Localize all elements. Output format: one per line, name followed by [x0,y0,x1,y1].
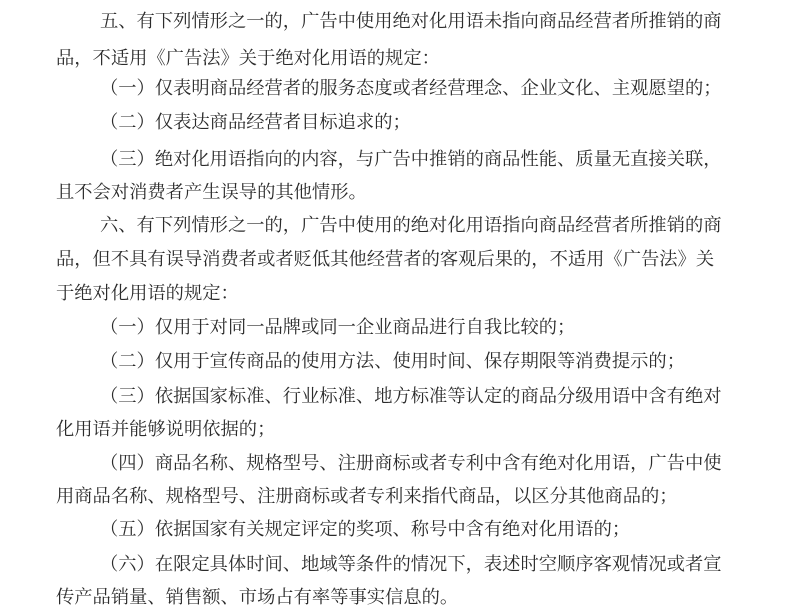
text-line: 用商品名称、规格型号、注册商标或者专利来指代商品，以区分其他商品的； [56,486,678,507]
text-line: （二）仅表达商品经营者目标追求的； [100,112,411,133]
text-line: （四）商品名称、规格型号、注册商标或者专利中含有绝对化用语，广告中使 [100,453,722,474]
text-line: （一）仅表明商品经营者的服务态度或者经营理念、企业文化、主观愿望的； [100,78,722,99]
text-line: 五、有下列情形之一的，广告中使用绝对化用语未指向商品经营者所推销的商 [100,11,722,32]
text-line: （三）依据国家标准、行业标准、地方标准等认定的商品分级用语中含有绝对 [100,386,722,407]
text-line: 六、有下列情形之一的，广告中使用的绝对化用语指向商品经营者所推销的商 [100,215,722,236]
text-line: （二）仅用于宣传商品的使用方法、使用时间、保存期限等消费提示的； [100,351,685,372]
text-line: （五）依据国家有关规定评定的奖项、称号中含有绝对化用语的； [100,519,631,540]
text-line: 品，不适用《广告法》关于绝对化用语的规定： [56,48,440,69]
text-line: 于绝对化用语的规定： [56,283,239,304]
text-line: 且不会对消费者产生误导的其他情形。 [56,182,367,203]
text-line: 品，但不具有误导消费者或者贬低其他经营者的客观后果的，不适用《广告法》关 [56,249,715,270]
text-line: （六）在限定具体时间、地域等条件的情况下，表述时空顺序客观情况或者宣 [100,554,722,575]
text-line: （三）绝对化用语指向的内容，与广告中推销的商品性能、质量无直接关联， [100,149,722,170]
text-line: （一）仅用于对同一品牌或同一企业商品进行自我比较的； [100,317,576,338]
text-line: 化用语并能够说明依据的； [56,419,276,440]
text-line: 传产品销量、销售额、市场占有率等事实信息的。 [56,587,459,608]
